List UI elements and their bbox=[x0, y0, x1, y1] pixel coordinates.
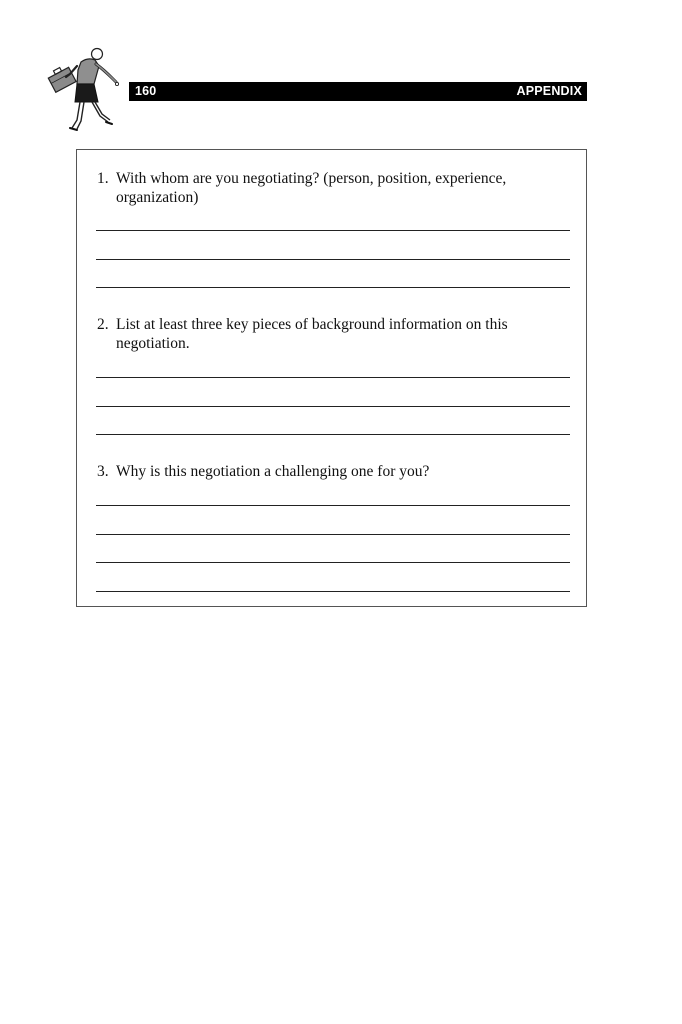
answer-line[interactable] bbox=[96, 287, 570, 288]
answer-line[interactable] bbox=[96, 562, 570, 563]
answer-line[interactable] bbox=[96, 591, 570, 592]
question-2 bbox=[97, 315, 537, 353]
question-number: 2. bbox=[97, 316, 109, 333]
worksheet-box bbox=[76, 149, 587, 607]
question-text: List at least three key pieces of background information on this negotiation. bbox=[116, 316, 508, 352]
answer-line[interactable] bbox=[96, 434, 570, 435]
answer-line[interactable] bbox=[96, 230, 570, 231]
answer-line[interactable] bbox=[96, 534, 570, 535]
businesswoman-with-briefcase-icon bbox=[44, 44, 130, 134]
question-number: 3. bbox=[97, 463, 109, 480]
page-header-bar bbox=[129, 82, 587, 101]
answer-line[interactable] bbox=[96, 505, 570, 506]
question-number: 1. bbox=[97, 170, 109, 187]
question-text: With whom are you negotiating? (person, position, experience, organization) bbox=[116, 170, 507, 206]
question-3 bbox=[97, 462, 537, 481]
section-title: APPENDIX bbox=[516, 84, 582, 98]
answer-line[interactable] bbox=[96, 406, 570, 407]
page-number: 160 bbox=[135, 84, 157, 98]
question-1 bbox=[97, 169, 537, 207]
answer-line[interactable] bbox=[96, 259, 570, 260]
answer-line[interactable] bbox=[96, 377, 570, 378]
question-text: Why is this negotiation a challenging one for you? bbox=[116, 463, 430, 480]
